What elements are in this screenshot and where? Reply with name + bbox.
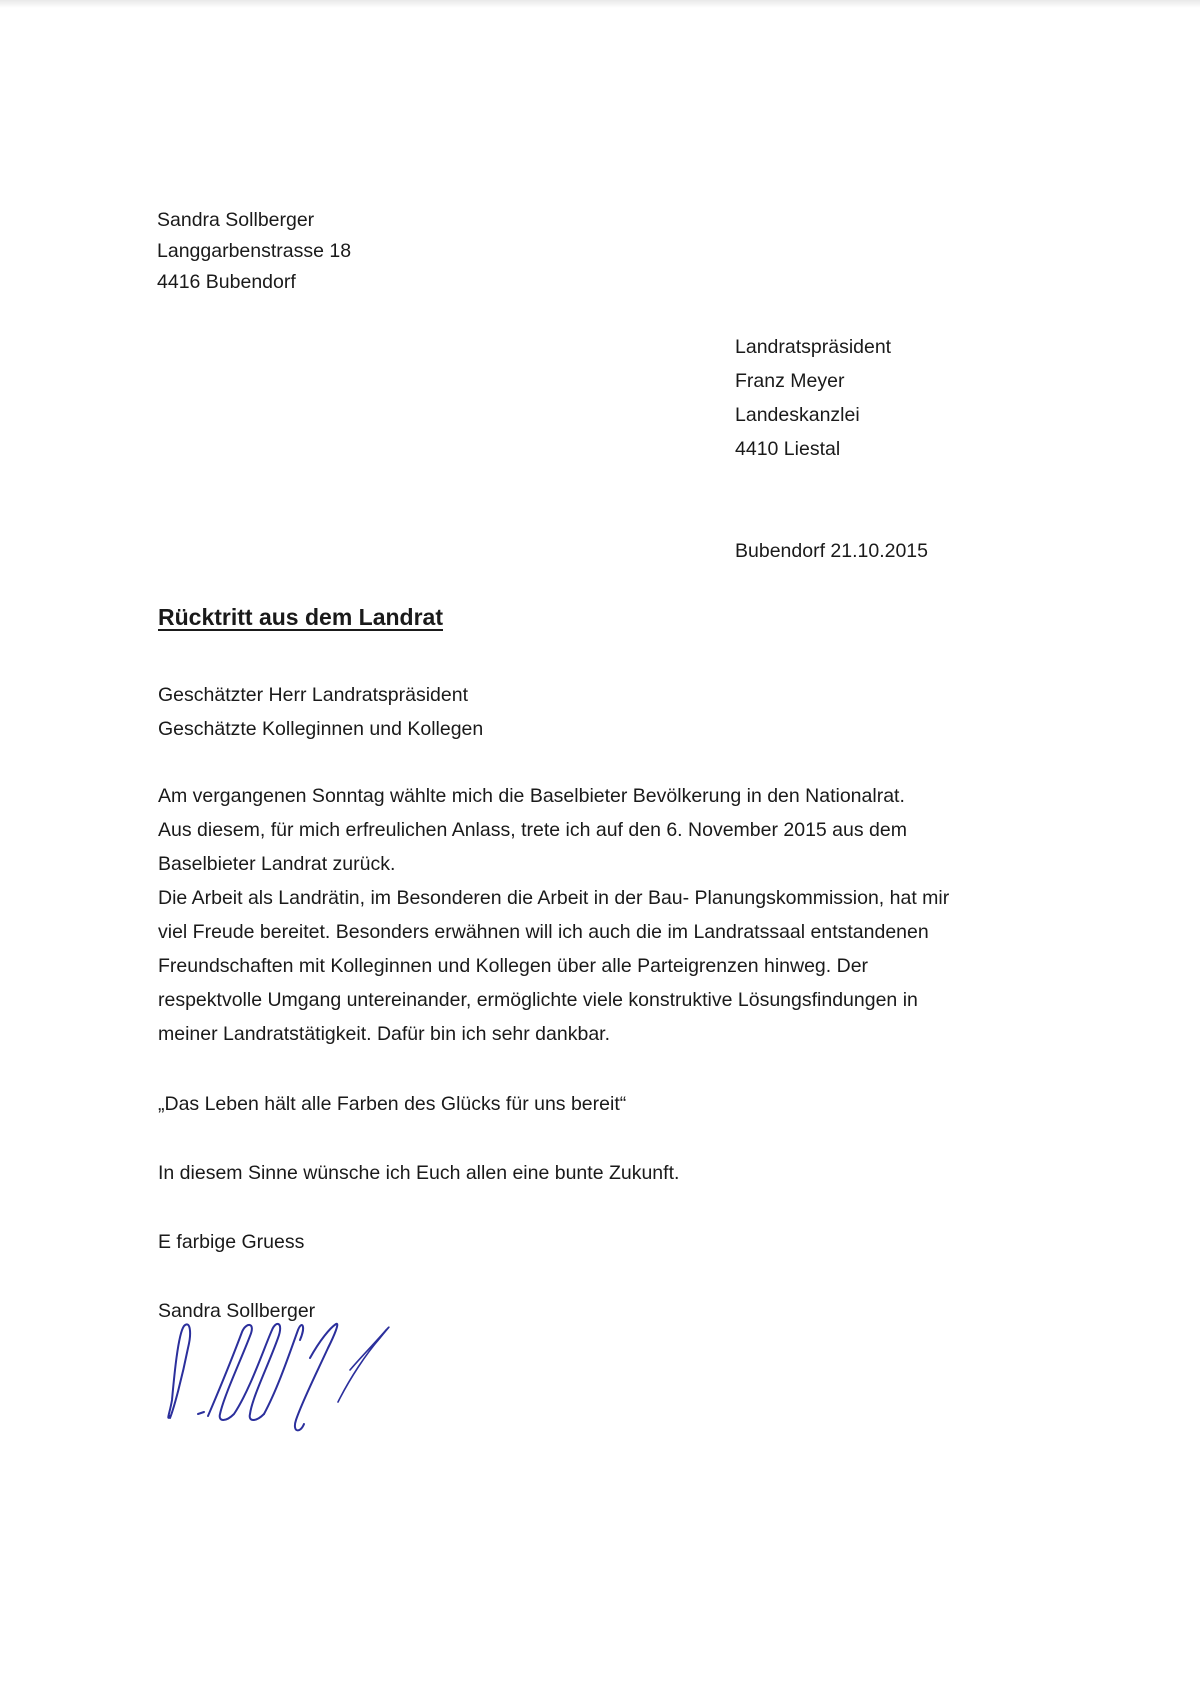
recipient-city: 4410 Liestal	[735, 438, 841, 460]
recipient-address	[735, 330, 891, 466]
body-line: viel Freude bereitet. Besonders erwähnen will ich auch die im Landratssaal entstandenen	[158, 921, 929, 943]
body-line: Baselbieter Landrat zurück.	[158, 853, 396, 875]
closing-text: E farbige Gruess	[158, 1231, 305, 1253]
body-line: Die Arbeit als Landrätin, im Besonderen die Arbeit in der Bau- Planungskommission, hat mir	[158, 887, 950, 909]
letter-body	[158, 779, 949, 1051]
date-line	[735, 536, 928, 567]
sender-address	[157, 205, 351, 298]
salutation-line-2: Geschätzte Kolleginnen und Kollegen	[158, 718, 484, 740]
recipient-title: Landratspräsident	[735, 336, 892, 358]
body-line: meiner Landratstätigkeit. Dafür bin ich sehr dankbar.	[158, 1023, 610, 1045]
quote-paragraph	[158, 1089, 626, 1120]
salutation	[158, 678, 483, 746]
place-and-date: Bubendorf 21.10.2015	[735, 540, 929, 562]
page-top-shadow	[0, 0, 1200, 8]
letter-subject: Rücktritt aus dem Landrat	[158, 604, 443, 630]
salutation-line-1: Geschätzter Herr Landratspräsident	[158, 684, 468, 706]
body-line: respektvolle Umgang untereinander, ermöglichte viele konstruktive Lösungsfindungen in	[158, 989, 918, 1011]
recipient-office: Landeskanzlei	[735, 404, 860, 426]
body-line: Aus diesem, für mich erfreulichen Anlass, trete ich auf den 6. November 2015 aus dem	[158, 819, 907, 841]
wish-paragraph	[158, 1158, 679, 1189]
handwritten-signature-icon	[160, 1318, 400, 1438]
sender-city: 4416 Bubendorf	[157, 271, 296, 293]
recipient-name: Franz Meyer	[735, 370, 845, 392]
body-line: Freundschaften mit Kolleginnen und Kollegen über alle Parteigrenzen hinweg. Der	[158, 955, 869, 977]
sender-name: Sandra Sollberger	[157, 209, 315, 231]
quote-text: „Das Leben hält alle Farben des Glücks für uns bereit“	[158, 1093, 627, 1115]
wish-text: In diesem Sinne wünsche ich Euch allen eine bunte Zukunft.	[158, 1162, 680, 1184]
closing	[158, 1227, 304, 1258]
signer-name: Sandra Sollberger	[158, 1300, 316, 1322]
sender-street: Langgarbenstrasse 18	[157, 240, 352, 262]
body-line: Am vergangenen Sonntag wählte mich die Baselbieter Bevölkerung in den Nationalrat.	[158, 785, 905, 807]
